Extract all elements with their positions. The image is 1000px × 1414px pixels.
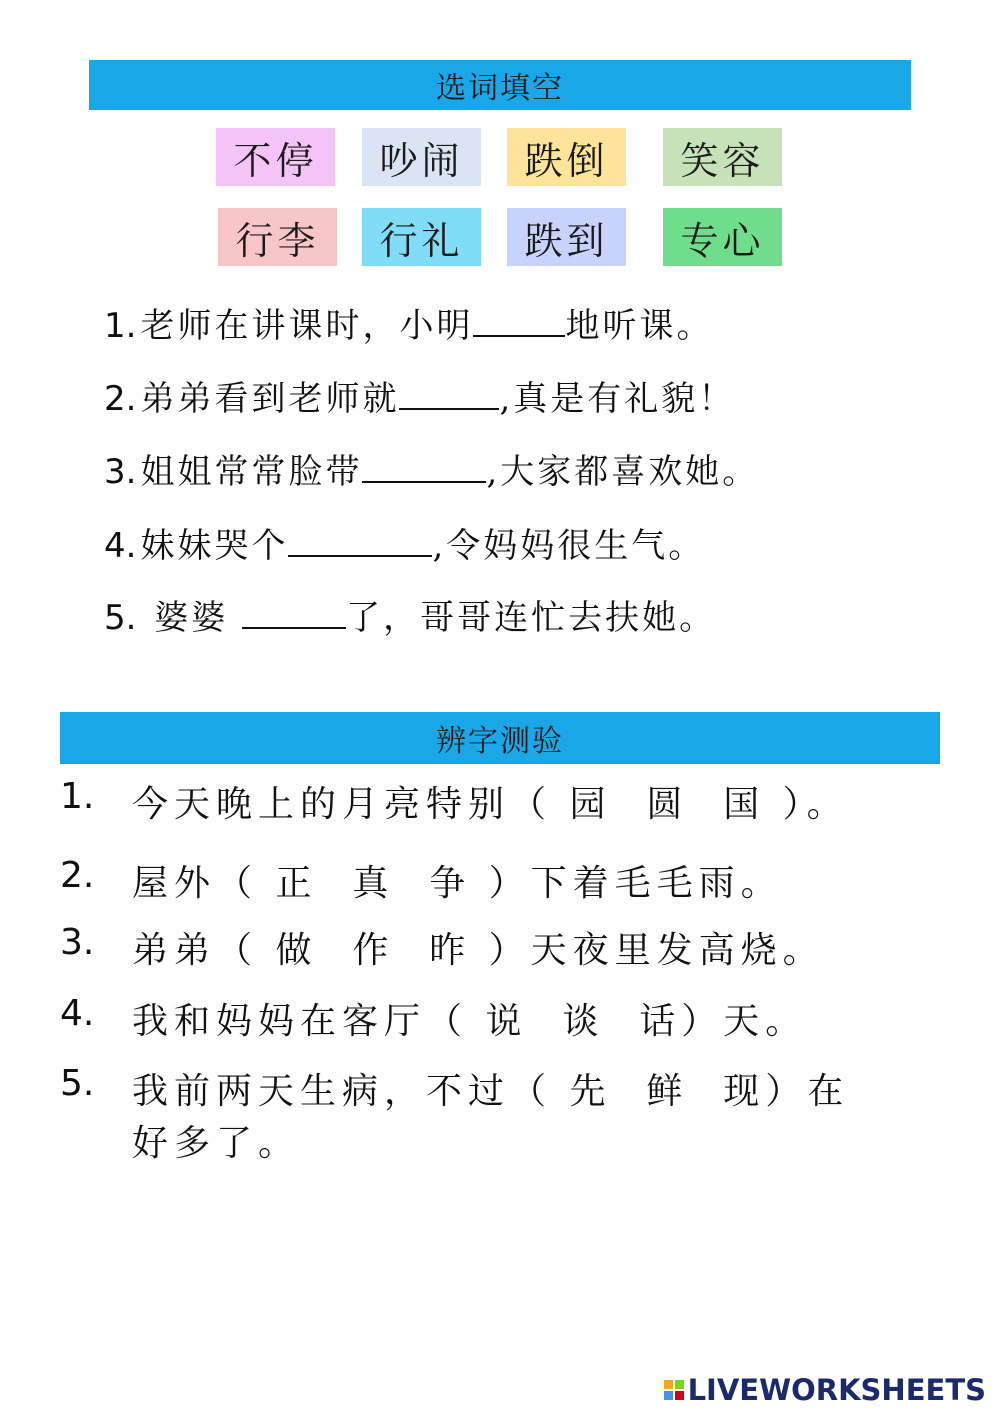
question-number: 5. [60, 1063, 95, 1104]
question-text-continued: 好多了。 [132, 1123, 301, 1164]
question-text-before: 姐姐常常脸带 [140, 452, 363, 492]
word-chip[interactable]: 吵闹 [362, 128, 481, 186]
question-number: 5. [104, 598, 137, 638]
brand-name: LIVEWORKSHEETS [687, 1373, 986, 1407]
word-chip[interactable]: 跌倒 [507, 128, 626, 186]
word-chip[interactable]: 跌到 [507, 208, 626, 266]
question-text[interactable]: 弟弟（ 做 作 昨 ）天夜里发高烧。 [132, 930, 825, 971]
question-text-before: 婆婆 [140, 598, 243, 638]
question-text-before: 弟弟看到老师就 [140, 379, 400, 419]
question-text-before: 老师在讲课时，小明 [140, 306, 474, 346]
section-title-character-test: 辨字测验 [60, 712, 940, 764]
choice-question [60, 922, 940, 972]
question-text[interactable]: 我和妈妈在客厅（ 说 谈 话）天。 [132, 1001, 808, 1042]
question-text[interactable]: 今天晚上的月亮特别（ 园 圆 国 ）。 [132, 784, 849, 825]
question-number: 2. [104, 379, 137, 419]
choice-question [60, 855, 940, 905]
question-number: 1. [60, 776, 95, 817]
question-text-after: 地听课。 [565, 306, 714, 346]
question-number: 4. [60, 993, 95, 1034]
answer-blank[interactable] [362, 455, 486, 483]
fill-question [104, 371, 735, 420]
question-text[interactable]: 我前两天生病，不过（ 先 鲜 现）在 [132, 1071, 850, 1112]
section-title-fill-in: 选词填空 [89, 60, 911, 110]
choice-question [60, 993, 940, 1043]
logo-square [675, 1391, 684, 1400]
fill-question [104, 298, 713, 347]
question-number: 3. [60, 922, 95, 963]
question-text[interactable]: 屋外（ 正 真 争 ）下着毛毛雨。 [132, 863, 783, 904]
word-chip[interactable]: 不停 [216, 128, 335, 186]
question-text-after: 了，哥哥连忙去扶她。 [346, 598, 717, 638]
answer-blank[interactable] [288, 529, 432, 557]
question-number: 2. [60, 855, 95, 896]
answer-blank[interactable] [242, 601, 346, 629]
fill-question [104, 518, 705, 567]
word-chip[interactable]: 行李 [218, 208, 337, 266]
choice-question [60, 1063, 940, 1173]
liveworksheets-logo [664, 1373, 986, 1407]
question-text-after: ,真是有礼貌！ [499, 379, 736, 419]
word-chip[interactable]: 笑容 [663, 128, 782, 186]
fill-question [104, 590, 716, 639]
question-text-after: ,大家都喜欢她。 [486, 452, 760, 492]
liveworksheets-logo-icon [664, 1380, 684, 1400]
fill-question [104, 444, 759, 493]
word-chip[interactable]: 行礼 [362, 208, 481, 266]
question-number: 3. [104, 452, 137, 492]
answer-blank[interactable] [399, 382, 499, 410]
logo-square [675, 1380, 684, 1389]
question-number: 1. [104, 306, 137, 346]
logo-square [664, 1380, 673, 1389]
choice-question [60, 776, 940, 826]
question-text-after: ,令妈妈很生气。 [432, 526, 706, 566]
question-number: 4. [104, 526, 137, 566]
question-text-before: 妹妹哭个 [140, 526, 289, 566]
logo-square [664, 1391, 673, 1400]
answer-blank[interactable] [473, 309, 565, 337]
word-chip[interactable]: 专心 [663, 208, 782, 266]
